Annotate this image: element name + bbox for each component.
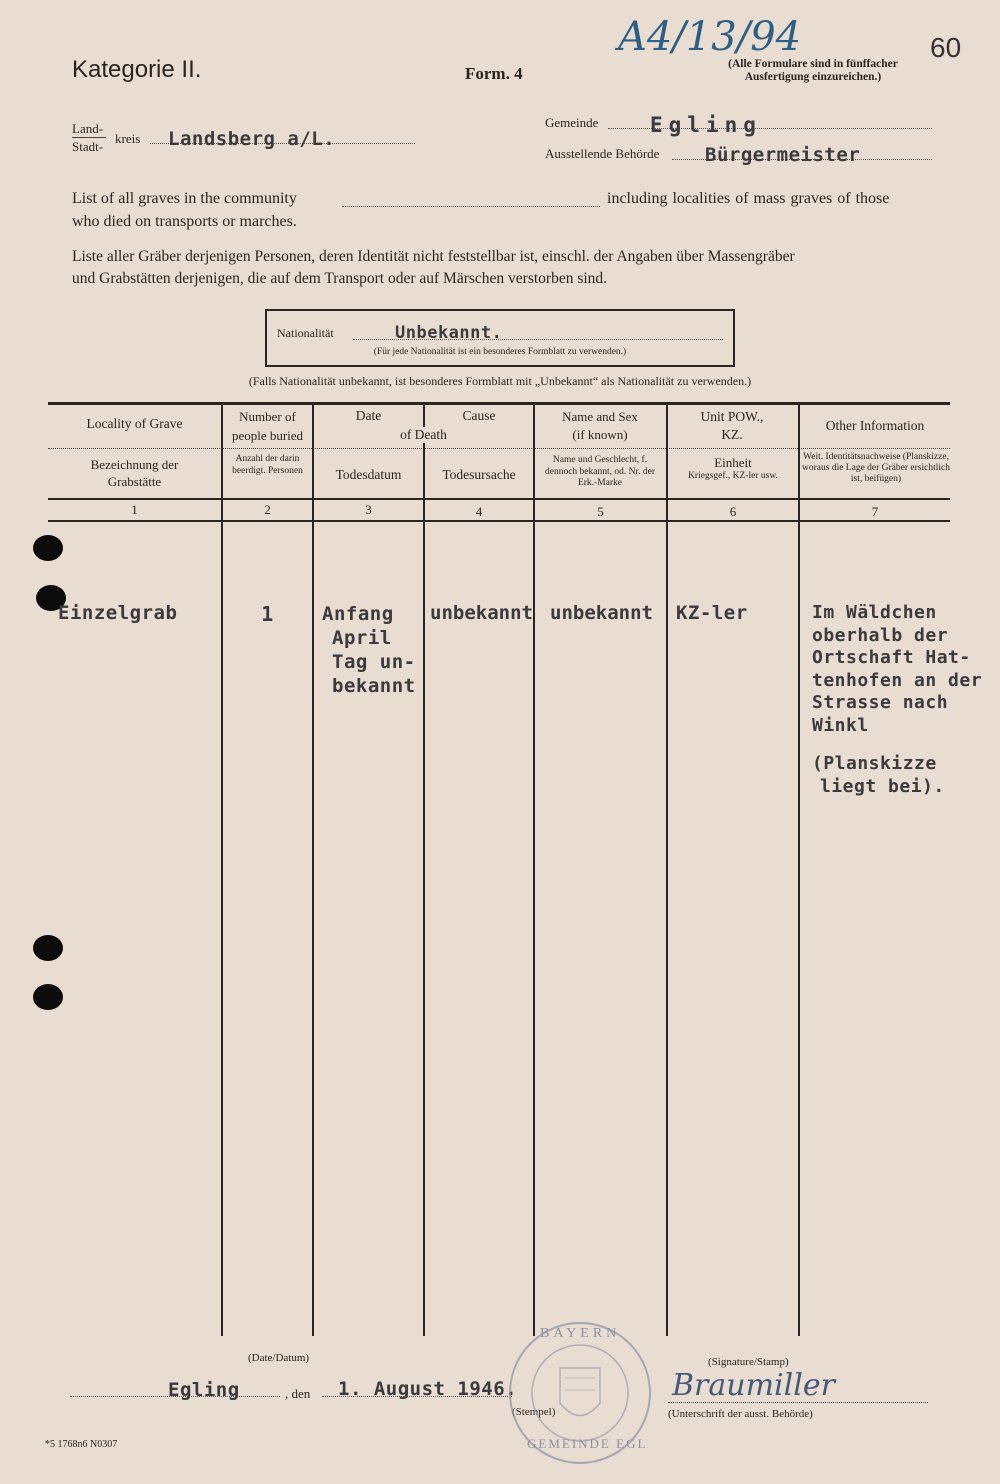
cell-other: Im Wäldchen oberhalb der Ortschaft Hat- tenhofen an der Strasse nach Winkl (Planskizze liegt bei). bbox=[812, 602, 983, 797]
official-stamp bbox=[505, 1318, 655, 1468]
punch-hole bbox=[33, 535, 63, 561]
col-number: 7 bbox=[871, 504, 879, 519]
community-field bbox=[342, 192, 600, 207]
place-value: Egling bbox=[168, 1379, 240, 1401]
page-number: 60 bbox=[930, 32, 962, 63]
col5-header-en: Name and Sex (if known) bbox=[562, 409, 638, 442]
of-death-label: of Death bbox=[314, 427, 533, 443]
cell-name: unbekannt bbox=[550, 602, 653, 624]
col3-header-de: Todesdatum bbox=[335, 467, 402, 482]
col-number: 6 bbox=[729, 504, 737, 519]
intro-en-part2: including localities of mass graves of those bbox=[607, 190, 890, 207]
col-divider bbox=[798, 404, 800, 1336]
col6-header-de: Kriegsgef., KZ-ler usw. bbox=[688, 471, 778, 481]
col5-header-de: Name und Geschlecht, f. dennoch bekannt, od. Nr. der Erk.-Marke bbox=[544, 455, 655, 488]
col-divider bbox=[533, 404, 535, 1336]
col7-header-en: Other Information bbox=[825, 418, 925, 433]
nationality-value: Unbekannt. bbox=[395, 323, 503, 343]
col1-header-de: Bezeichnung der Grabstätte bbox=[90, 457, 179, 489]
form-number: Form. 4 bbox=[465, 64, 523, 83]
col7-header-de: Weit. Identitätsnachweise (Planskizze, woraus die Lage der Gräber ersichtlich ist, beifügen) bbox=[802, 452, 950, 484]
header-divider bbox=[48, 448, 950, 450]
col2-header-de: Anzahl der darin beerdigt. Personen bbox=[232, 454, 303, 476]
col2-header-en: Number of people buried bbox=[231, 409, 304, 443]
cell-unit: KZ-ler bbox=[676, 602, 748, 624]
col-divider bbox=[666, 404, 668, 1336]
number-row-bottom bbox=[48, 520, 950, 522]
print-code: *5 1768n6 N0307 bbox=[45, 1439, 118, 1450]
kreis-suffix: kreis bbox=[115, 131, 141, 146]
nationality-note: (Für jede Nationalität ist ein besonderes Formblatt zu verwenden.) bbox=[373, 347, 627, 357]
col6-header-de-title: Einheit bbox=[714, 455, 752, 470]
submission-note: (Alle Formulare sind in fünffacher Ausfertigung einzureichen.) bbox=[728, 58, 898, 83]
punch-hole bbox=[33, 984, 63, 1010]
cell-date: Anfang April Tag un- bekannt bbox=[322, 603, 416, 697]
cell-number: 1 bbox=[261, 602, 274, 626]
handwritten-file-number: A4/13/94 bbox=[618, 14, 802, 60]
gemeinde-value: Egling bbox=[650, 113, 762, 137]
col-divider bbox=[312, 404, 314, 1336]
col-divider bbox=[221, 404, 223, 1336]
col6-header-en: Unit POW., KZ. bbox=[700, 409, 764, 442]
gemeinde-label: Gemeinde bbox=[545, 115, 599, 130]
stempel-label: (Stempel) bbox=[512, 1406, 556, 1418]
col4-header-en: Cause bbox=[462, 408, 496, 423]
cell-locality: Einzelgrab bbox=[58, 602, 178, 624]
kreis-label: Land- Stadt- bbox=[72, 120, 106, 155]
stamp-top-text: BAYERN bbox=[540, 1326, 621, 1341]
punch-hole bbox=[33, 935, 63, 961]
signature-label: (Signature/Stamp) bbox=[708, 1356, 789, 1368]
date-value: 1. August 1946. bbox=[338, 1378, 518, 1400]
nationality-box bbox=[265, 309, 735, 367]
unterschrift-label: (Unterschrift der ausst. Behörde) bbox=[668, 1408, 813, 1420]
col1-header-en: Locality of Grave bbox=[86, 416, 183, 431]
intro-en-line2: who died on transports or marches. bbox=[72, 213, 297, 230]
col-number: 4 bbox=[475, 504, 483, 519]
table-top-border bbox=[48, 402, 950, 405]
kategorie-title: Kategorie II. bbox=[72, 56, 202, 83]
cell-cause: unbekannt bbox=[430, 602, 533, 624]
nationality-falls-note: (Falls Nationalität unbekannt, ist besonderes Formblatt mit „Unbekannt“ als Nationalität zu verwenden.) bbox=[248, 374, 752, 388]
col-number: 3 bbox=[365, 502, 372, 517]
intro-de-line1: Liste aller Gräber derjenigen Personen, deren Identität nicht feststellbar ist, einschl. der Angaben über Massengräber bbox=[72, 248, 795, 265]
behoerde-value: Bürgermeister bbox=[705, 144, 861, 166]
header-bottom bbox=[48, 498, 950, 500]
col-number: 2 bbox=[264, 502, 271, 517]
col4-header-de: Todesursache bbox=[442, 467, 516, 482]
col3-header-en: Date bbox=[355, 408, 382, 423]
kreis-value: Landsberg a/L. bbox=[168, 128, 336, 150]
signature: Braumiller bbox=[672, 1368, 835, 1403]
den-label: , den bbox=[285, 1386, 311, 1401]
col-number: 1 bbox=[131, 502, 138, 517]
stamp-bottom-text: GEMEINDE EGL bbox=[527, 1436, 648, 1451]
behoerde-label: Ausstellende Behörde bbox=[545, 146, 660, 161]
intro-en-part1: List of all graves in the community bbox=[72, 190, 297, 207]
intro-de-line2: und Grabstätten derjenigen, die auf dem Transport oder auf Märschen verstorben sind. bbox=[72, 270, 608, 287]
col-number: 5 bbox=[597, 504, 604, 519]
nationality-label: Nationalität bbox=[277, 326, 334, 340]
date-label: (Date/Datum) bbox=[248, 1352, 310, 1364]
col-divider bbox=[423, 404, 425, 1336]
